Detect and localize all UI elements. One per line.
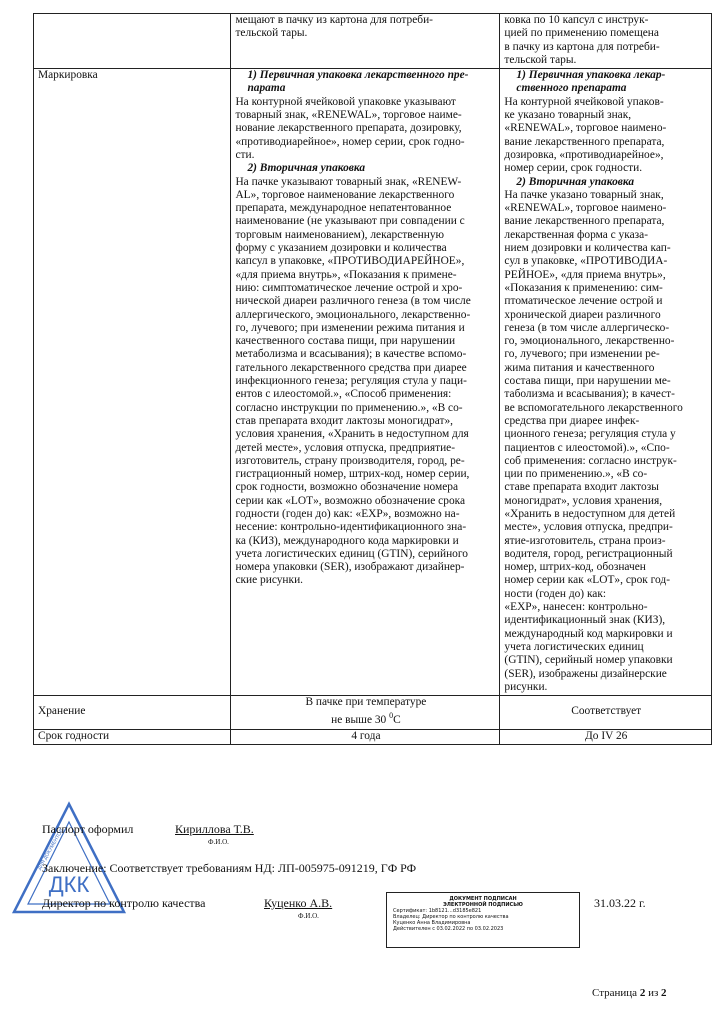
esign-certificate: Сертификат: 1b8121…d3185e821 <box>393 908 482 914</box>
table-row <box>34 729 712 744</box>
table-row <box>34 696 712 729</box>
director-label: Директор по контролю качества <box>42 896 206 910</box>
esign-subtitle: ЭЛЕКТРОННОЙ ПОДПИСЬЮ <box>443 902 523 908</box>
e-signature-box <box>386 892 580 948</box>
fio-caption: Ф.И.О. <box>208 838 229 846</box>
table-row <box>34 69 712 696</box>
passport-label: Паспорт оформил <box>42 822 134 836</box>
row-label-marking: Маркировка <box>34 69 231 696</box>
result-cell-marking <box>500 69 712 696</box>
passport-name: Кириллова Т.В. <box>175 822 254 836</box>
text-secondary-pack: На пачке указано товарный знак, «RENEWAL», торговое наимено- вание лекарственного препарата, лекарственная форма с указа- нием дозировки и количества кап- сул в упаковке, «ПРОТИВОДИА- РЕЙНОЕ», «для приема внутрь», «Показания к применению: сим- птоматическое лечение острой и хронической диареи различного генеза (в том числе аллергическо- го, эмоционального, лекарственно- го, лучевого; при изменении ре- жима питания и качественного состава пищи, при нарушении ме- таболизма и всасывания); в качест- ве вспомогательного лекарственного средства при диарее инфек- ционного генеза; регуляция стула у пациентов с илеостомой).», «Спо- соб применения: согласно инструк- ции по применению.», «В со- ставе препарата входит лактозы моногидрат», условия хранения, «Хранить в недоступном для детей месте», условия отпуска, предпри- ятие-изготовитель, страна произ- водителя, город, регистрационный номер, штрих-код, обозначен номер серии как «LOT», срок год- ности (годен до) как: «EXP», нанесен: контрольно- идентификационный знак (КИЗ), международный код маркировки и учета логистических единиц (GTIN), серийный номер упаковки (SER), изображены дизайнерские рисунки. <box>504 188 683 693</box>
row-label-storage: Хранение <box>34 696 231 729</box>
esign-name: Куценко Анна Владимировна <box>393 920 471 926</box>
conclusion-text: Заключение: Соответствует требованиям НД: ЛП-005975-091219, ГФ РФ <box>42 861 417 875</box>
spec-cell-marking <box>231 69 500 696</box>
degree-mark: 0 <box>389 711 394 721</box>
storage-line2 <box>235 709 496 727</box>
stamp-center-text: ДКК <box>48 872 90 897</box>
storage-unit: С <box>393 714 401 727</box>
page-of: из <box>645 987 662 999</box>
director-name: Куценко А.В. <box>264 896 333 910</box>
row-label-shelf-life: Срок годности <box>34 729 231 744</box>
esign-title: ДОКУМЕНТ ПОДПИСАН <box>449 896 517 902</box>
page-number <box>592 987 667 999</box>
table-row <box>34 14 712 69</box>
page-current: 2 <box>639 987 646 999</box>
result-cell-storage: Соответствует <box>500 696 712 729</box>
esign-owner: Владелец: Директор по контролю качества <box>393 914 509 920</box>
page-label: Страница <box>592 987 640 999</box>
text-secondary-pack: На пачке указывают товарный знак, «RENEW- AL», торговое наименование лекарственного препарата, международное непатентованное наименование (не указывают при совпадении с торговым наименованием), лекарственную форму с указанием дозировки и количества капсул в упаковке, «ПРОТИВОДИАРЕЙНОЕ», «для приема внутрь», «Показания к примене- нию: симптоматическое лечение острой и хро- нической диареи различного генеза (в том числе аллергического, эмоционального, лекарственно- го, лучевого; при изменении режима питания и качественного состава пищи, при нарушении метаболизма и всасывания); в качестве вспомо- гательного лекарственного средства при диарее инфекционного генеза; регуляция стула у паци- ентов с илеостомой.», «Способ применения: согласно инструкции по применению.», «В со- став препарата входит лактозы моногидрат», условия хранения, «Хранить в недоступном для детей месте», условия отпуска, предприятие- изготовитель, страну производителя, город, ре- гистрационный номер, штрих-код, номер серии, срок годности, возможно обозначение номера серии как «LOT», возможно обозначение срока годности (годен до) как: «EXP», возможно на- несение: контрольно-идентификационного зна- ка (КИЗ), международного кода маркировки и учета логистических единиц (GTIN), серийного номера упаковки (SER), изображают дизайнер- ские рисунки. <box>235 175 471 587</box>
storage-temp-text: не выше 30 <box>331 714 390 727</box>
signature-date: 31.03.22 г. <box>594 896 646 910</box>
spec-cell-storage <box>231 696 500 729</box>
stamp-ring-text: ДЛЯ ДОКУМЕНТОВ <box>36 827 65 871</box>
esign-validity: Действителен с 03.02.2022 по 03.02.2023 <box>393 926 504 932</box>
page-total: 2 <box>661 987 667 999</box>
fio-caption: Ф.И.О. <box>298 912 319 920</box>
heading-primary-pack: 1) Первичная упаковка лекар- ственного препарата <box>516 69 666 95</box>
text-primary-pack: На контурной ячейковой упаков- ке указано товарный знак, «RENEWAL», торговое наимено- вание лекарственного препарата, дозировка, «противодиарейное», номер серии, срок годности. <box>504 95 667 175</box>
heading-secondary-pack: 2) Вторичная упаковка <box>247 162 366 175</box>
result-cell: ковка по 10 капсул с инструк- цией по применению помещена в пачку из картона для потреби- тельской тары. <box>500 14 712 69</box>
spec-cell: мещают в пачку из картона для потреби- тельской тары. <box>231 14 500 69</box>
text-primary-pack: На контурной ячейковой упаковке указывают товарный знак, «RENEWAL», торговое наиме- нование лекарственного препарата, дозировку, «противодиарейное», номер серии, срок годно- сти. <box>235 95 465 161</box>
heading-primary-pack: 1) Первичная упаковка лекарственного пре- парата <box>247 69 469 95</box>
heading-secondary-pack: 2) Вторичная упаковка <box>516 175 635 188</box>
row-label-cell <box>34 14 231 69</box>
result-cell-shelf-life: До IV 26 <box>500 729 712 744</box>
spec-table <box>33 13 712 745</box>
spec-cell-shelf-life: 4 года <box>231 729 500 744</box>
storage-line1: В пачке при температуре <box>305 696 427 709</box>
